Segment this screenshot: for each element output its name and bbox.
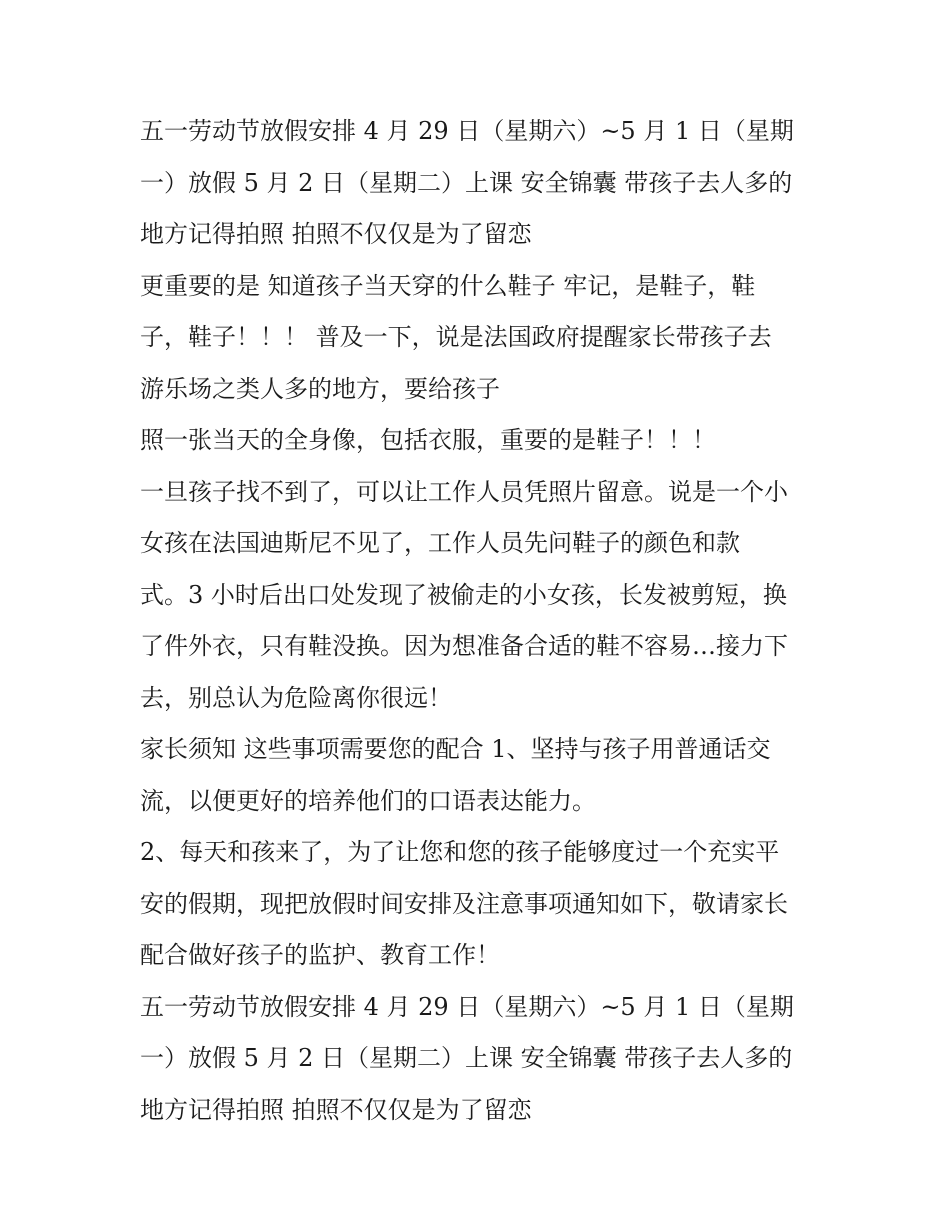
text-line: 子，鞋子！！！ 普及一下，说是法国政府提醒家长带孩子去	[140, 323, 772, 351]
text-line: 一）放假 5 月 2 日（星期二）上课 安全锦囊 带孩子去人多的	[140, 168, 793, 197]
text-line: 配合做好孩子的监护、教育工作！	[140, 941, 500, 969]
text-line: 一）放假 5 月 2 日（星期二）上课 安全锦囊 带孩子去人多的	[140, 1044, 793, 1072]
text-line: 家长须知 这些事项需要您的配合 1、坚持与孩子用普通话交	[140, 735, 771, 763]
text-line: 流，以便更好的培养他们的口语表达能力。	[140, 786, 596, 815]
text-line: 安的假期，现把放假时间安排及注意事项通知如下，敬请家长	[140, 889, 788, 918]
text-line: 式。3 小时后出口处发现了被偷走的小女孩，长发被剪短，换	[140, 580, 787, 609]
text-line: 一旦孩子找不到了，可以让工作人员凭照片留意。说是一个小	[140, 477, 788, 506]
text-line: 五一劳动节放假安排 4 月 29 日（星期六）~5 月 1 日（星期	[140, 992, 794, 1021]
text-line: 游乐场之类人多的地方，要给孩子	[140, 374, 500, 403]
text-line: 更重要的是 知道孩子当天穿的什么鞋子 牢记，是鞋子，鞋	[140, 271, 756, 300]
text-line: 2、每天和孩来了，为了让您和您的孩子能够度过一个充实平	[140, 838, 780, 866]
text-line: 了件外衣，只有鞋没换。因为想准备合适的鞋不容易…接力下	[140, 632, 788, 660]
text-line: 女孩在法国迪斯尼不见了，工作人员先问鞋子的颜色和款	[140, 529, 740, 557]
text-line: 地方记得拍照 拍照不仅仅是为了留恋	[140, 1095, 532, 1124]
text-line: 五一劳动节放假安排 4 月 29 日（星期六）~5 月 1 日（星期	[140, 117, 794, 145]
document-body	[140, 106, 830, 1136]
text-line: 去，别总认为危险离你很远！	[140, 683, 452, 712]
text-line: 地方记得拍照 拍照不仅仅是为了留恋	[140, 220, 532, 248]
text-line: 照一张当天的全身像，包括衣服，重要的是鞋子！！！	[140, 426, 716, 454]
